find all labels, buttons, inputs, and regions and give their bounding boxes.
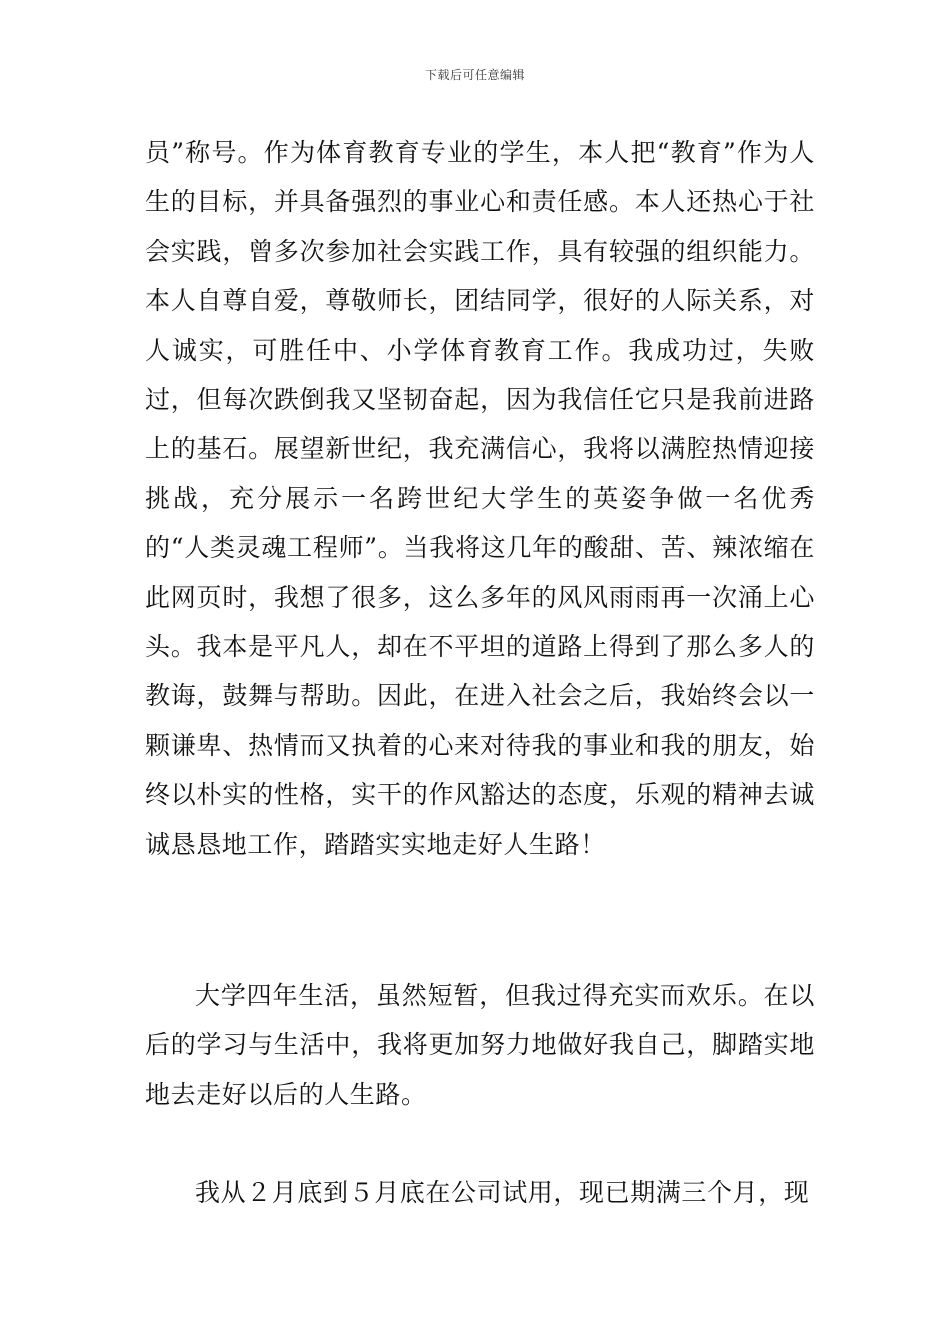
- body-paragraph-3-container: [145, 1168, 815, 1217]
- page-header: 下载后可任意编辑: [424, 68, 525, 82]
- body-paragraph-1-container: [145, 128, 815, 869]
- body-paragraph-3: 我从２月底到５月底在公司试用，现已期满三个月，现: [195, 1178, 810, 1207]
- body-paragraph-2-container: [145, 971, 815, 1119]
- body-paragraph-2: 大学四年生活，虽然短暂，但我过得充实而欢乐。在以后的学习与生活中，我将更加努力地做好我自己，脚踏实地地去走好以后的人生路。: [145, 981, 815, 1109]
- body-paragraph-1: 员”称号。作为体育教育专业的学生，本人把“教育”作为人生的目标，并具备强烈的事业心和责任感。本人还热心于社会实践，曾多次参加社会实践工作，具有较强的组织能力。本人自尊自爱，尊敬师长，团结同学，很好的人际关系，对人诚实，可胜任中、小学体育教育工作。我成功过，失败过，但每次跌倒我又坚韧奋起，因为我信任它只是我前进路上的基石。展望新世纪，我充满信心，我将以满腔热情迎接挑战，充分展示一名跨世纪大学生的英姿争做一名优秀的“人类灵魂工程师”。当我将这几年的酸甜、苦、辣浓缩在此网页时，我想了很多，这么多年的风风雨雨再一次涌上心头。我本是平凡人，却在不平坦的道路上得到了那么多人的教诲，鼓舞与帮助。因此，在进入社会之后，我始终会以一颗谦卑、热情而又执着的心来对待我的事业和我的朋友，始终以朴实的性格，实干的作风豁达的态度，乐观的精神去诚诚恳恳地工作，踏踏实实地走好人生路！: [145, 138, 815, 859]
